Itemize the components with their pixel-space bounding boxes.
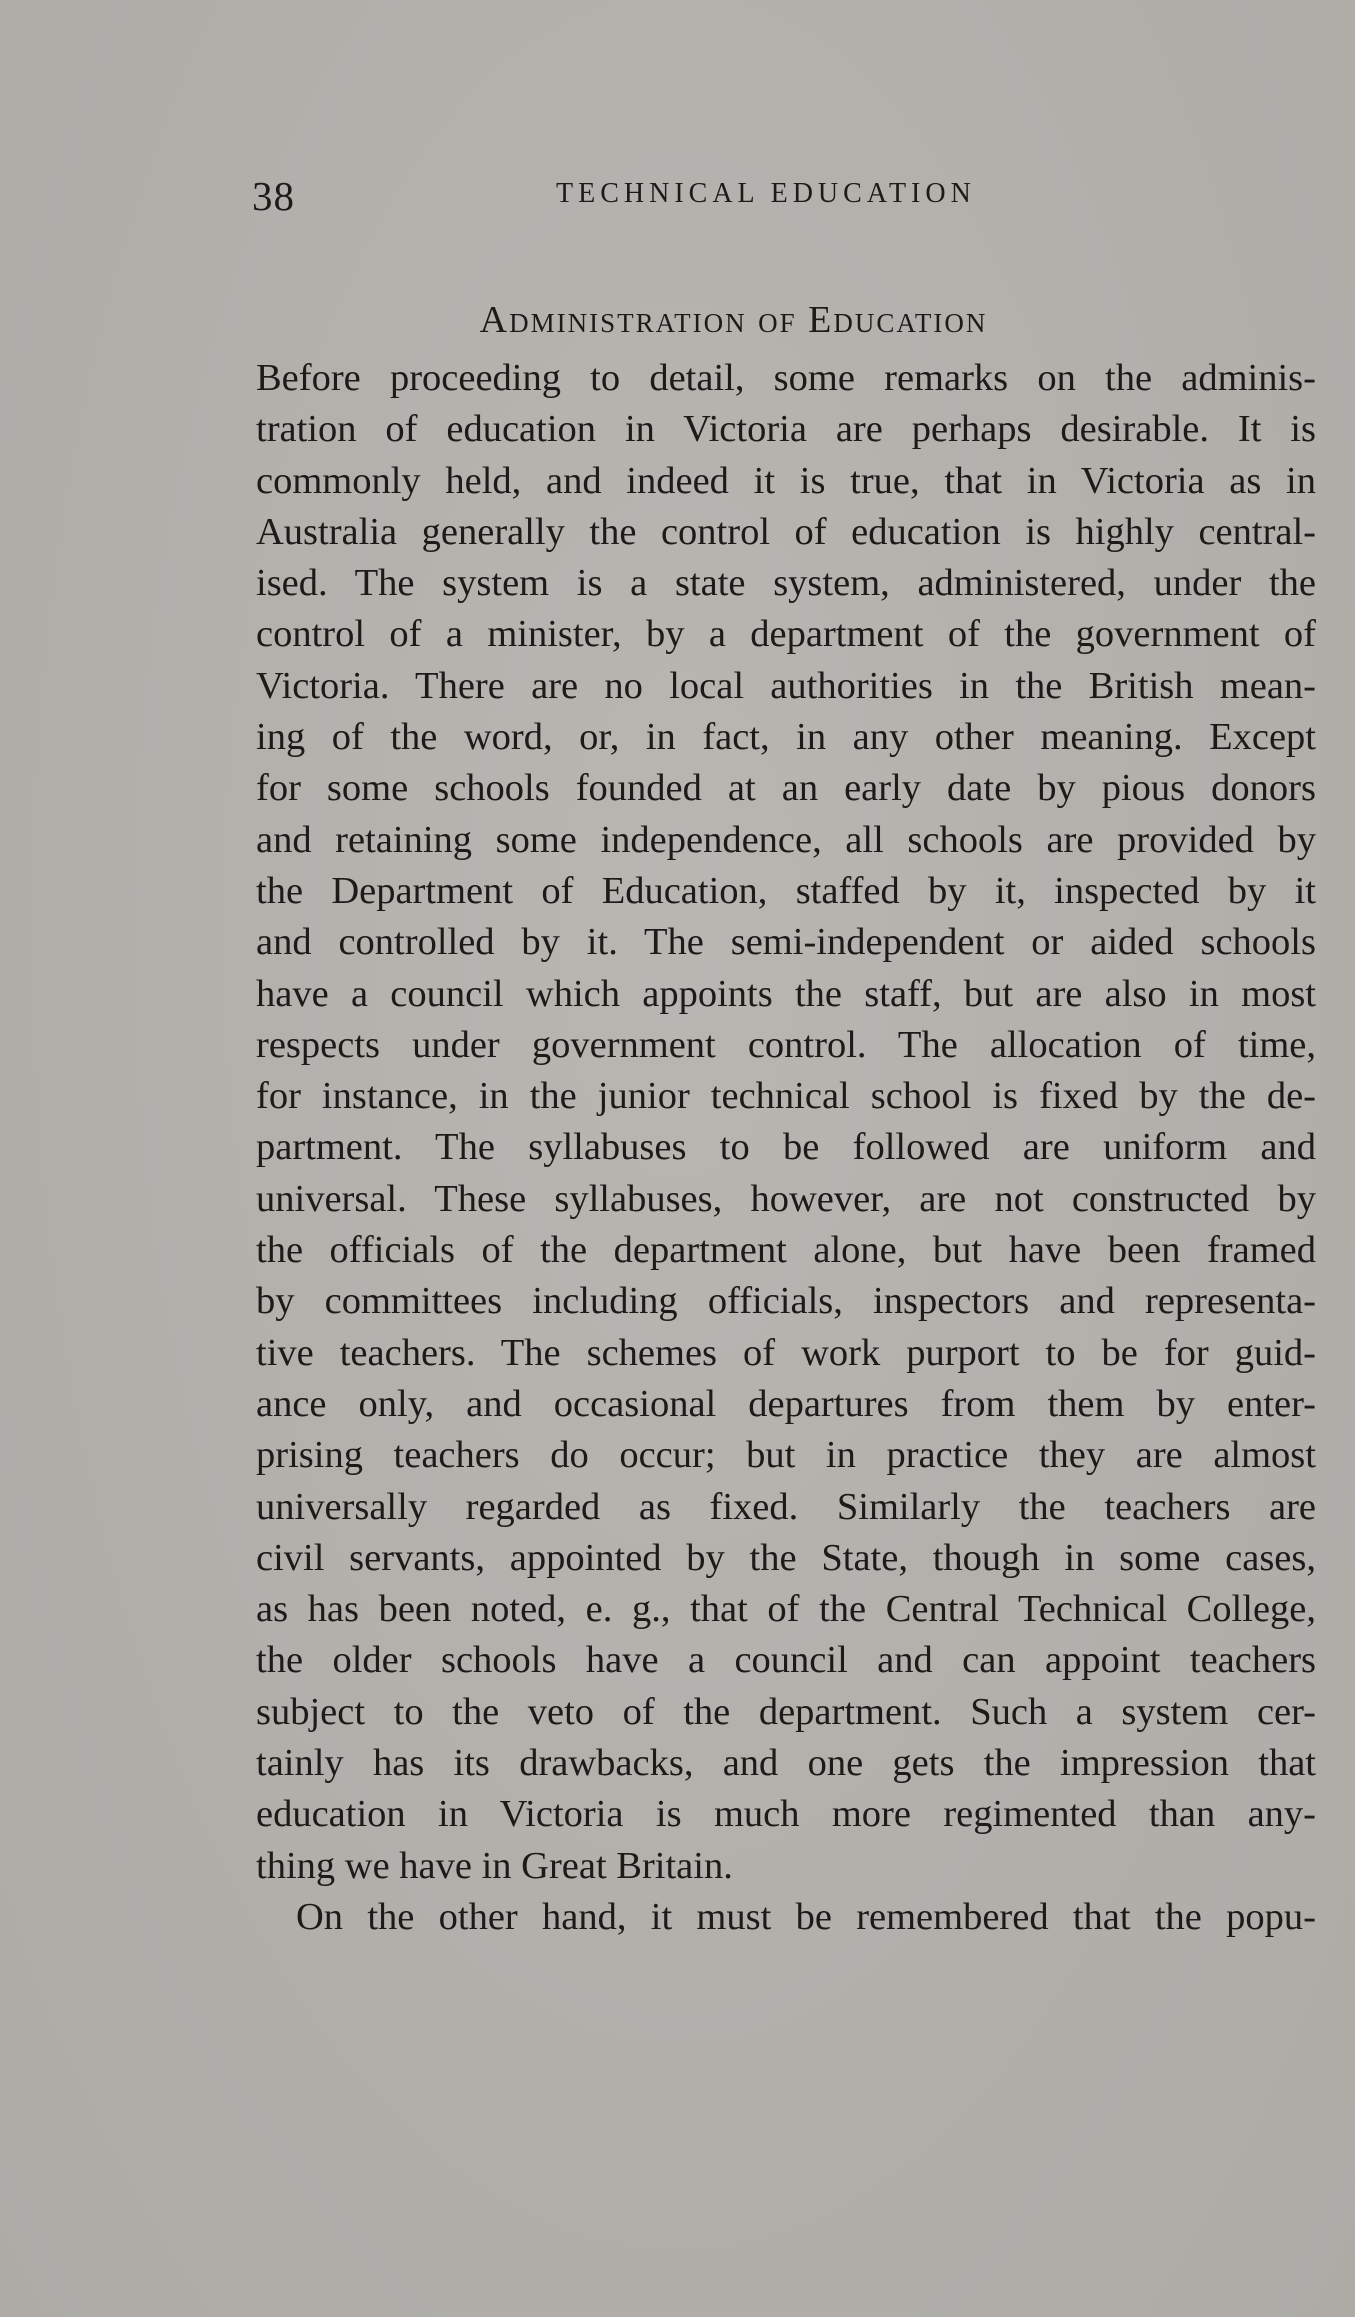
- text-line: universally regarded as fixed. Similarly the teachers are: [256, 1485, 1316, 1528]
- text-line: ing of the word, or, in fact, in any other meaning. Except: [256, 716, 1316, 759]
- text-line: respects under government control. The allocation of time,: [256, 1023, 1316, 1066]
- text-line: Victoria. There are no local authorities in the British mean-: [256, 664, 1316, 707]
- text-line: Before proceeding to detail, some remarks on the adminis-: [256, 357, 1316, 399]
- section-heading: Administration of Education: [479, 299, 988, 341]
- text-line: prising teachers do occur; but in practice they are almost: [256, 1434, 1316, 1477]
- text-line: tive teachers. The schemes of work purport to be for guid-: [256, 1331, 1316, 1374]
- body-text: [256, 353, 1316, 1943]
- paragraph: [256, 1892, 1316, 1943]
- text-line: and retaining some independence, all schools are provided by: [256, 818, 1316, 861]
- text-line: tainly has its drawbacks, and one gets the impression that: [256, 1742, 1316, 1785]
- text-line: commonly held, and indeed it is true, that in Victoria as in: [256, 459, 1316, 502]
- text-line: universal. These syllabuses, however, are not constructed by: [256, 1177, 1316, 1220]
- text-line: have a council which appoints the staff, but are also in most: [256, 972, 1316, 1015]
- running-head: TECHNICAL EDUCATION: [556, 178, 976, 209]
- text-line: for instance, in the junior technical school is fixed by the de-: [256, 1075, 1316, 1118]
- text-line: partment. The syllabuses to be followed are uniform and: [256, 1126, 1316, 1169]
- text-line: by committees including officials, inspectors and representa-: [256, 1280, 1316, 1323]
- text-line: civil servants, appointed by the State, though in some cases,: [256, 1536, 1316, 1579]
- text-line: ance only, and occasional departures from them by enter-: [256, 1382, 1316, 1425]
- text-line: as has been noted, e. g., that of the Central Technical College,: [256, 1588, 1316, 1631]
- text-line: subject to the veto of the department. Such a system cer-: [256, 1690, 1316, 1733]
- text-line: education in Victoria is much more regimented than any-: [256, 1793, 1316, 1836]
- text-line: thing we have in Great Britain.: [256, 1844, 733, 1887]
- text-line: the officials of the department alone, but have been framed: [256, 1229, 1316, 1272]
- text-line: control of a minister, by a department of the government of: [256, 613, 1316, 656]
- text-line: the Department of Education, staffed by it, inspected by it: [256, 869, 1316, 912]
- text-line: Australia generally the control of education is highly central-: [256, 510, 1316, 553]
- text-line: the older schools have a council and can appoint teachers: [256, 1639, 1316, 1682]
- page-number: 38: [252, 173, 295, 219]
- text-line: tration of education in Victoria are perhaps desirable. It is: [256, 408, 1316, 451]
- text-line: for some schools founded at an early date by pious donors: [256, 767, 1316, 810]
- paragraph: [256, 353, 1316, 1892]
- text-line: ised. The system is a state system, administered, under the: [256, 562, 1316, 605]
- text-line: On the other hand, it must be remembered that the popu-: [296, 1895, 1316, 1938]
- text-line: and controlled by it. The semi-independent or aided schools: [256, 921, 1316, 964]
